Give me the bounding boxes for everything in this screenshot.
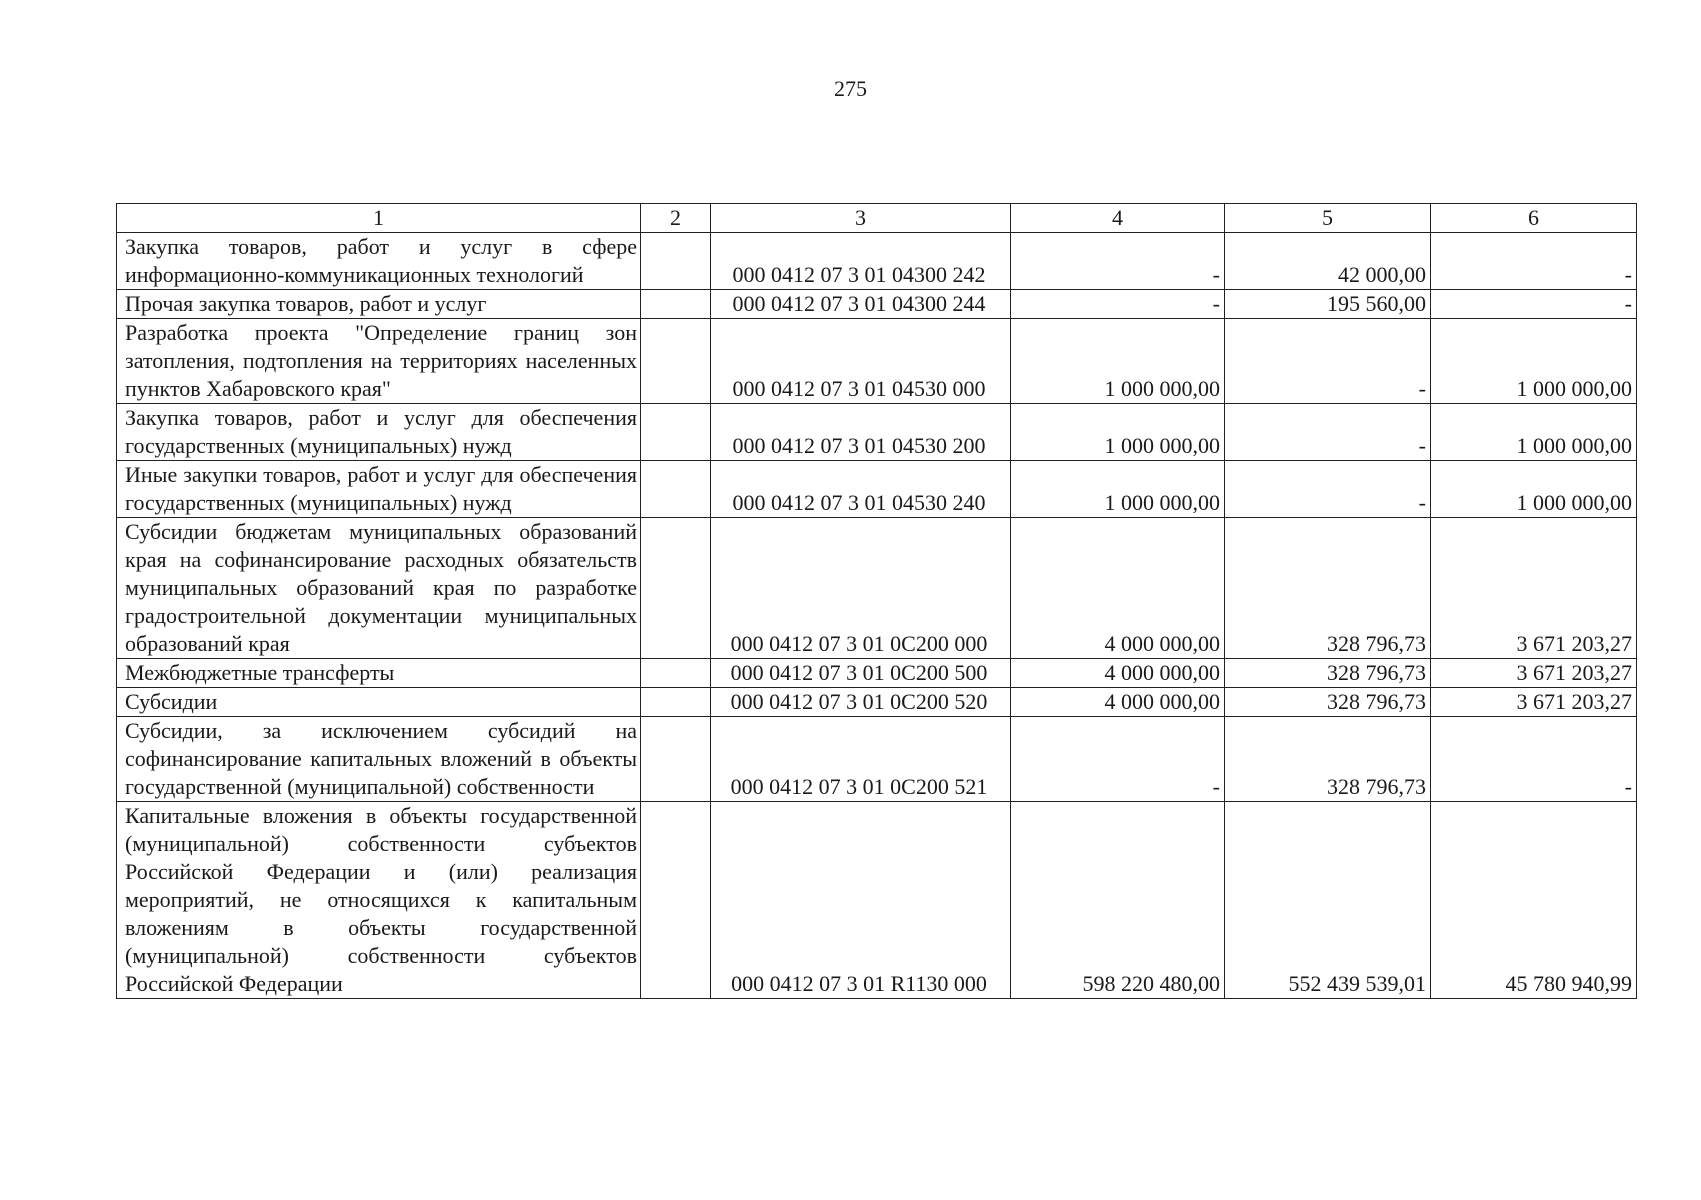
row-code: 000 0412 07 3 01 0С200 521 <box>711 717 1011 802</box>
column-header: 1 <box>117 204 641 233</box>
row-col6: - <box>1431 290 1637 319</box>
row-name: Закупка товаров, работ и услуг для обеспечения государственных (муниципальных) нужд <box>117 404 641 461</box>
row-col4: - <box>1011 233 1225 290</box>
row-col6: 3 671 203,27 <box>1431 688 1637 717</box>
row-col5: - <box>1225 319 1431 404</box>
table-row <box>117 233 1637 290</box>
row-name: Иные закупки товаров, работ и услуг для обеспечения государственных (муниципальных) нужд <box>117 461 641 518</box>
column-header: 4 <box>1011 204 1225 233</box>
row-code: 000 0412 07 3 01 R1130 000 <box>711 802 1011 999</box>
row-name: Субсидии, за исключением субсидий на софинансирование капитальных вложений в объекты государственной (муниципальной) собственности <box>117 717 641 802</box>
table-row <box>117 461 1637 518</box>
row-col4: 1 000 000,00 <box>1011 461 1225 518</box>
table-row <box>117 659 1637 688</box>
row-code: 000 0412 07 3 01 0С200 000 <box>711 518 1011 659</box>
row-col5: 195 560,00 <box>1225 290 1431 319</box>
row-col4: 4 000 000,00 <box>1011 688 1225 717</box>
row-col6: 3 671 203,27 <box>1431 659 1637 688</box>
row-col6: 3 671 203,27 <box>1431 518 1637 659</box>
table-header-row <box>117 204 1637 233</box>
row-col6: 45 780 940,99 <box>1431 802 1637 999</box>
table-row <box>117 518 1637 659</box>
row-col2 <box>641 461 711 518</box>
table-row <box>117 319 1637 404</box>
row-col2 <box>641 659 711 688</box>
row-code: 000 0412 07 3 01 04300 242 <box>711 233 1011 290</box>
row-col5: 328 796,73 <box>1225 717 1431 802</box>
column-header: 2 <box>641 204 711 233</box>
row-col6: 1 000 000,00 <box>1431 319 1637 404</box>
budget-table <box>116 203 1637 999</box>
row-col5: 552 439 539,01 <box>1225 802 1431 999</box>
row-name: Прочая закупка товаров, работ и услуг <box>117 290 641 319</box>
row-col5: 328 796,73 <box>1225 659 1431 688</box>
row-name: Субсидии бюджетам муниципальных образований края на софинансирование расходных обязательств муниципальных образований края по разработке градостроительной документации муниципальных образований края <box>117 518 641 659</box>
table-row <box>117 688 1637 717</box>
row-col2 <box>641 688 711 717</box>
row-col4: 4 000 000,00 <box>1011 659 1225 688</box>
row-col6: 1 000 000,00 <box>1431 404 1637 461</box>
row-col2 <box>641 802 711 999</box>
column-header: 6 <box>1431 204 1637 233</box>
table-row <box>117 290 1637 319</box>
row-col5: - <box>1225 404 1431 461</box>
row-col4: - <box>1011 717 1225 802</box>
row-col2 <box>641 404 711 461</box>
row-col2 <box>641 290 711 319</box>
row-col5: - <box>1225 461 1431 518</box>
row-code: 000 0412 07 3 01 04530 200 <box>711 404 1011 461</box>
row-name: Капитальные вложения в объекты государственной (муниципальной) собственности субъектов Российской Федерации и (или) реализация мероприятий, не относящихся к капитальным вложениям в объекты государственной (муниципальной) собственности субъектов Российской Федерации <box>117 802 641 999</box>
row-col4: 4 000 000,00 <box>1011 518 1225 659</box>
row-code: 000 0412 07 3 01 04530 240 <box>711 461 1011 518</box>
row-name: Разработка проекта "Определение границ зон затопления, подтопления на территориях населенных пунктов Хабаровского края" <box>117 319 641 404</box>
column-header: 5 <box>1225 204 1431 233</box>
row-col4: 1 000 000,00 <box>1011 404 1225 461</box>
row-col2 <box>641 518 711 659</box>
row-col2 <box>641 717 711 802</box>
row-name: Закупка товаров, работ и услуг в сфере информационно-коммуникационных технологий <box>117 233 641 290</box>
table-row <box>117 802 1637 999</box>
row-col4: 598 220 480,00 <box>1011 802 1225 999</box>
row-name: Субсидии <box>117 688 641 717</box>
row-col5: 328 796,73 <box>1225 518 1431 659</box>
row-col2 <box>641 319 711 404</box>
row-col4: 1 000 000,00 <box>1011 319 1225 404</box>
table-row <box>117 404 1637 461</box>
row-col5: 328 796,73 <box>1225 688 1431 717</box>
row-col6: - <box>1431 717 1637 802</box>
table-row <box>117 717 1637 802</box>
row-code: 000 0412 07 3 01 04530 000 <box>711 319 1011 404</box>
row-name: Межбюджетные трансферты <box>117 659 641 688</box>
column-header: 3 <box>711 204 1011 233</box>
page-number: 275 <box>834 76 867 101</box>
row-col6: 1 000 000,00 <box>1431 461 1637 518</box>
row-code: 000 0412 07 3 01 0С200 500 <box>711 659 1011 688</box>
row-code: 000 0412 07 3 01 0С200 520 <box>711 688 1011 717</box>
row-col4: - <box>1011 290 1225 319</box>
row-code: 000 0412 07 3 01 04300 244 <box>711 290 1011 319</box>
row-col2 <box>641 233 711 290</box>
row-col6: - <box>1431 233 1637 290</box>
row-col5: 42 000,00 <box>1225 233 1431 290</box>
